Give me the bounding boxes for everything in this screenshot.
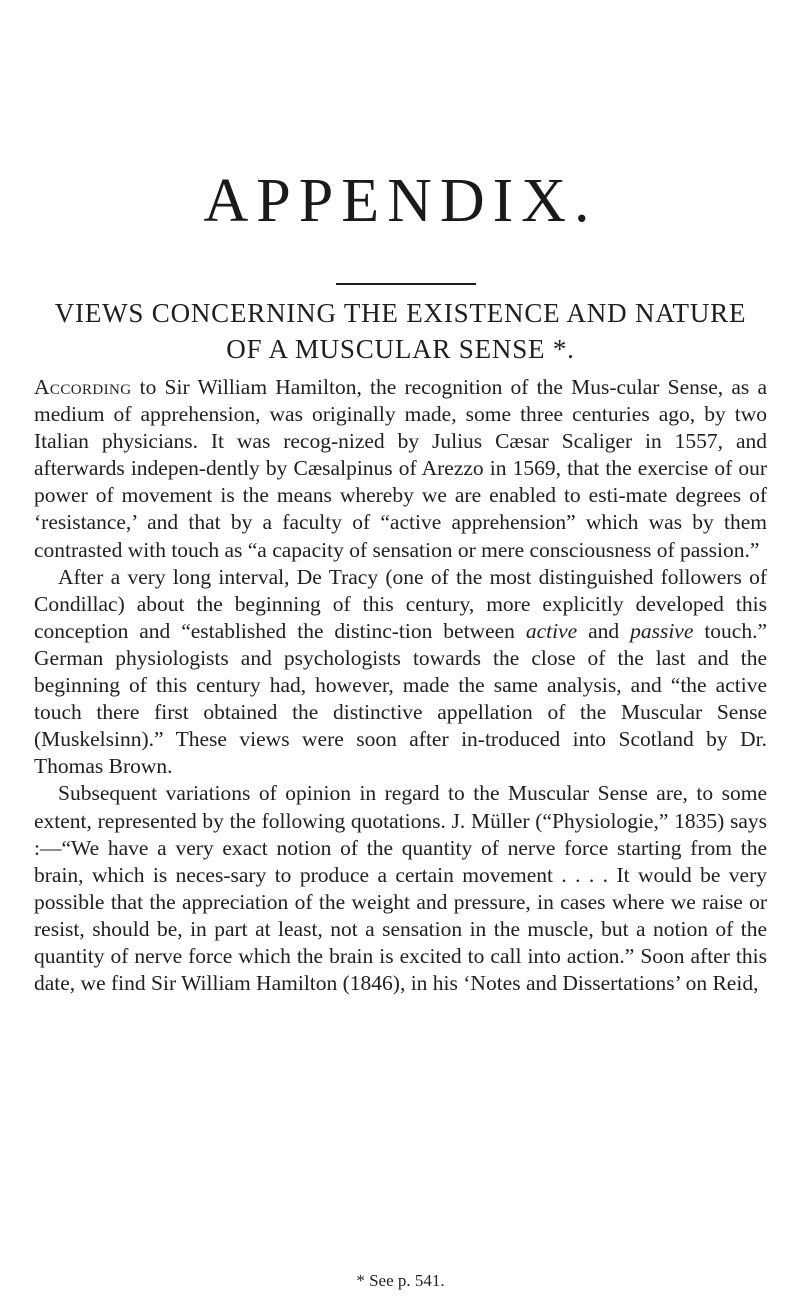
footnote: * See p. 541. — [356, 1271, 445, 1290]
paragraph-2 — [34, 564, 767, 781]
paragraph-2-text-a: After a very long interval, De Tracy (one of the most distinguished followers of Condillac) about the beginning of this century, more explicitly developed this conception and “established the distinc-tion between — [34, 564, 767, 643]
paragraph-3: Subsequent variations of opinion in regard to the Muscular Sense are, to some extent, represented by the following quotations. J. Müller (“Physiologie,” 1835) says :—“We have a very exact notion of the quantity of nerve force starting from the brain, which is neces-sary to produce a certain movement . . . . It would be very possible that the appreciation of the weight and pressure, in cases where we raise or resist, should be, in part at least, not a sensation in the muscle, but a notion of the quantity of nerve force which the brain is excited to call into action.” Soon after this date, we find Sir William Hamilton (1846), in his ‘Notes and Dissertations’ on Reid, — [34, 781, 767, 996]
appendix-title: APPENDIX. — [203, 167, 598, 235]
italic-passive: passive — [630, 618, 694, 643]
body-text — [34, 374, 767, 997]
italic-active: active — [525, 618, 578, 643]
section-heading-line-2: OF A MUSCULAR SENSE *. — [226, 334, 575, 364]
title-rule — [336, 283, 476, 285]
opening-word: According — [34, 375, 132, 399]
paragraph-2-text-c: touch.” German physiologists and psychologists towards the close of the last and the beginning of this century had, however, made the same analysis, and “the active touch there first obtained the distinctive appellation of the Muscular Sense (Muskelsinn).” These views were soon after in-troduced into Scotland by Dr. Thomas Brown. — [34, 618, 768, 779]
paragraph-1-text: to Sir William Hamilton, the recognition of the Mus-cular Sense, as a medium of apprehension, was originally made, some three centuries ago, by two Italian physicians. It was recog-nized by Julius Cæsar Scaliger in 1557, and afterwards indepen-dently by Cæsalpinus of Arezzo in 1569, that the exercise of our power of movement is the means whereby we are enabled to esti-mate degrees of ‘resistance,’ and that by a faculty of “active apprehension” which was by them contrasted with touch as “a capacity of sensation or mere consciousness of passion.” — [34, 375, 767, 562]
paragraph-1 — [34, 374, 767, 564]
paragraph-2-text-b: and — [577, 618, 631, 643]
section-heading-line-1: VIEWS CONCERNING THE EXISTENCE AND NATURE — [54, 298, 747, 328]
